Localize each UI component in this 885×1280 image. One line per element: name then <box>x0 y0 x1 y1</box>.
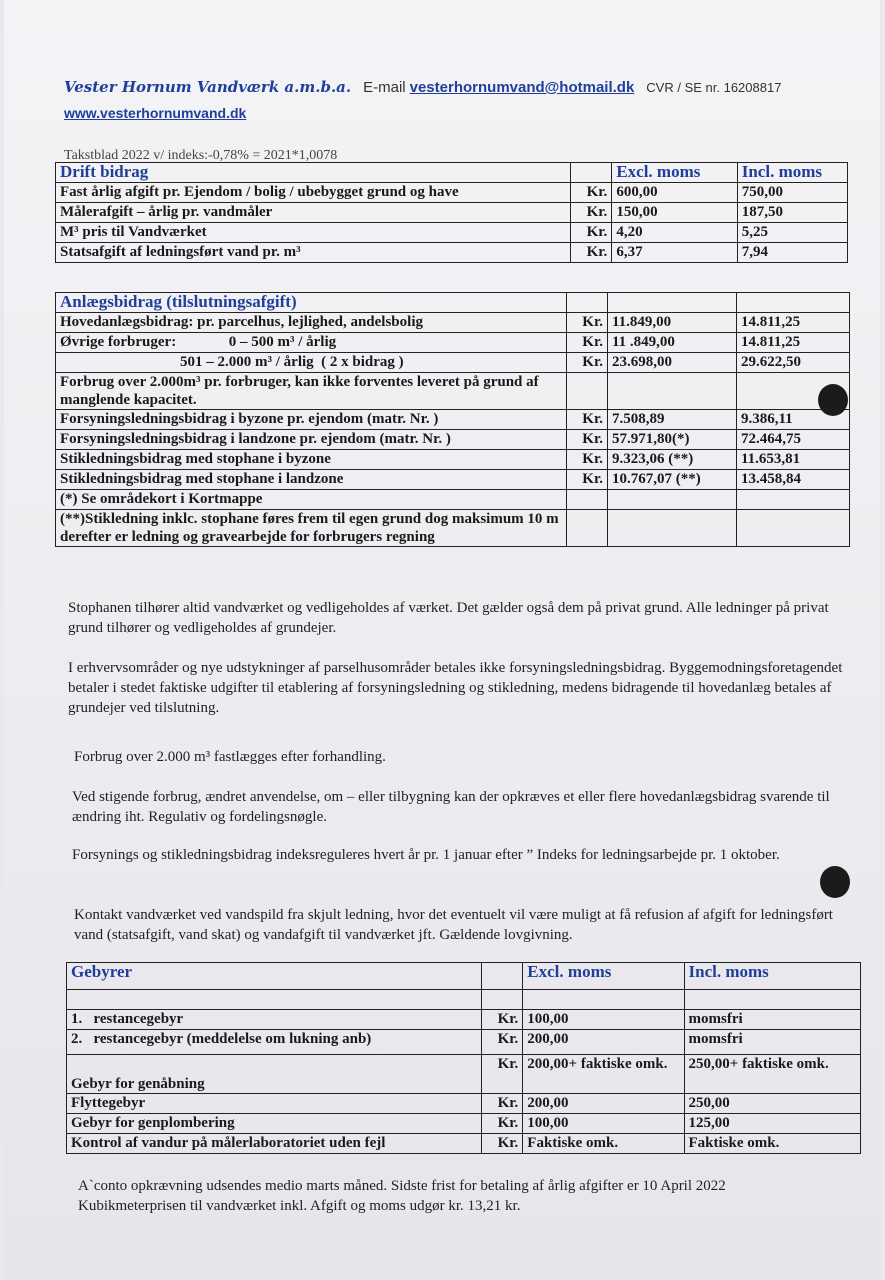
table-row <box>67 1030 861 1055</box>
row-kr: Kr. <box>567 313 608 333</box>
table-header-row <box>56 163 848 183</box>
row-label: M³ pris til Vandværket <box>56 223 571 243</box>
row-kr: Kr. <box>567 333 608 353</box>
row-excl: 150,00 <box>612 203 737 223</box>
col-incl: Incl. moms <box>737 163 847 183</box>
gebyrer-title: Gebyrer <box>67 963 482 990</box>
row-kr: Kr. <box>481 1055 523 1094</box>
row-excl: 11.849,00 <box>608 313 737 333</box>
row-kr: Kr. <box>481 1094 523 1114</box>
row-label: Flyttegebyr <box>67 1094 482 1114</box>
company-name: Vester Hornum Vandværk a.m.b.a. <box>64 78 352 96</box>
row-excl: 23.698,00 <box>608 353 737 373</box>
row-excl: 57.971,80(*) <box>608 430 737 450</box>
row-excl: 6,37 <box>612 243 737 263</box>
takstblad-title: Takstblad 2022 v/ indeks:-0,78% = 2021*1,0078 <box>64 148 338 163</box>
row-kr: Kr. <box>567 353 608 373</box>
table-row <box>67 1055 861 1094</box>
table-row <box>56 373 850 410</box>
punch-hole-icon <box>820 866 850 898</box>
table-spacer-row <box>67 990 861 1010</box>
row-incl: 125,00 <box>684 1114 860 1134</box>
email-label: E-mail <box>363 79 406 96</box>
footer-line-kubikmeter: Kubikmeterprisen til vandværket inkl. Afgift og moms udgør kr. 13,21 kr. <box>78 1198 521 1214</box>
punch-hole-icon <box>818 384 848 416</box>
col-excl: Excl. moms <box>523 963 684 990</box>
row-label: Forsyningsledningsbidrag i landzone pr. ejendom (matr. Nr. ) <box>56 430 567 450</box>
row-kr: Kr. <box>567 470 608 490</box>
col-excl: Excl. moms <box>612 163 737 183</box>
table-row <box>56 353 850 373</box>
table-header-row <box>56 293 850 313</box>
table-row <box>56 450 850 470</box>
row-excl: 200,00 <box>523 1094 684 1114</box>
table-row <box>56 203 848 223</box>
table-row <box>56 410 850 430</box>
table-row <box>56 313 850 333</box>
row-kr: Kr. <box>481 1114 523 1134</box>
row-kr: Kr. <box>567 430 608 450</box>
table-row <box>56 243 848 263</box>
row-kr: Kr. <box>570 243 611 263</box>
row-incl: 14.811,25 <box>737 313 850 333</box>
row-kr: Kr. <box>570 203 611 223</box>
row-excl <box>608 490 737 510</box>
row-excl: 4,20 <box>612 223 737 243</box>
table-row <box>56 470 850 490</box>
row-excl: 600,00 <box>612 183 737 203</box>
paragraph-forbrug: Forbrug over 2.000 m³ fastlægges efter forhandling. <box>74 749 386 765</box>
row-label: 501 – 2.000 m³ / årlig ( 2 x bidrag ) <box>56 353 567 373</box>
row-label: (**)Stikledning inklc. stophane føres frem til egen grund dog maksimum 10 m derefter er ledning og gravearbejde for forbrugers regning <box>56 510 567 547</box>
row-incl: 72.464,75 <box>737 430 850 450</box>
row-incl: 250,00+ faktiske omk. <box>684 1055 860 1094</box>
row-label: (*) Se områdekort i Kortmappe <box>56 490 567 510</box>
row-incl: 13.458,84 <box>737 470 850 490</box>
row-label: Kontrol af vandur på målerlaboratoriet uden fejl <box>67 1134 482 1154</box>
drift-bidrag-table <box>55 162 848 263</box>
row-label: 2. restancegebyr (meddelelse om lukning anb) <box>67 1030 482 1055</box>
letterhead <box>64 78 844 121</box>
row-label: Øvrige forbruger: 0 – 500 m³ / årlig <box>56 333 567 353</box>
row-incl: 9.386,11 <box>737 410 850 430</box>
paragraph-kontakt: Kontakt vandværket ved vandspild fra skjult ledning, hvor det eventuelt vil være muligt at få refusion af afgift for ledningsført vand (statsafgift, vand skat) og vandafgift til vandværket jft. Gældende lovgivning. <box>74 907 833 943</box>
row-kr: Kr. <box>481 1134 523 1154</box>
paragraph-stophane: Stophanen tilhører altid vandværket og vedligeholdes af værket. Det gælder også dem på privat grund. Alle ledninger på privat grund tilhører og vedligeholdes af grundejer. <box>68 600 829 636</box>
row-excl: 7.508,89 <box>608 410 737 430</box>
row-kr: Kr. <box>567 410 608 430</box>
anlaeg-title: Anlægsbidrag (tilslutningsafgift) <box>56 293 567 313</box>
row-label: Gebyr for genplombering <box>67 1114 482 1134</box>
paragraph-indeks: Forsynings og stikledningsbidrag indeksreguleres hvert år pr. 1 januar efter ” Indeks for ledningsarbejde pr. 1 oktober. <box>72 847 780 863</box>
drift-title: Drift bidrag <box>56 163 571 183</box>
table-row <box>56 430 850 450</box>
row-label: Gebyr for genåbning <box>67 1055 482 1094</box>
row-incl: 250,00 <box>684 1094 860 1114</box>
row-label: Statsafgift af ledningsført vand pr. m³ <box>56 243 571 263</box>
table-row <box>56 510 850 547</box>
row-label: Hovedanlægsbidrag: pr. parcelhus, lejlighed, andelsbolig <box>56 313 567 333</box>
row-label: Stikledningsbidrag med stophane i landzone <box>56 470 567 490</box>
row-kr <box>567 373 608 410</box>
row-label: Forbrug over 2.000m³ pr. forbruger, kan ikke forventes leveret på grund af manglende kapacitet. <box>56 373 567 410</box>
row-kr: Kr. <box>570 223 611 243</box>
row-excl: Faktiske omk. <box>523 1134 684 1154</box>
row-incl: 14.811,25 <box>737 333 850 353</box>
table-row <box>56 223 848 243</box>
col-incl: Incl. moms <box>684 963 860 990</box>
row-kr: Kr. <box>567 450 608 470</box>
row-excl: 100,00 <box>523 1114 684 1134</box>
row-incl <box>737 510 850 547</box>
footer-notes <box>78 1176 868 1216</box>
table-row <box>56 333 850 353</box>
row-excl: 200,00+ faktiske omk. <box>523 1055 684 1094</box>
row-excl <box>608 373 737 410</box>
row-incl: momsfri <box>684 1030 860 1055</box>
email-link[interactable]: vesterhornumvand@hotmail.dk <box>409 79 635 96</box>
row-excl: 100,00 <box>523 1010 684 1030</box>
row-incl: 5,25 <box>737 223 847 243</box>
row-excl: 9.323,06 (**) <box>608 450 737 470</box>
row-label: Fast årlig afgift pr. Ejendom / bolig / ubebygget grund og have <box>56 183 571 203</box>
row-kr <box>567 510 608 547</box>
row-incl: 11.653,81 <box>737 450 850 470</box>
row-label: Stikledningsbidrag med stophane i byzone <box>56 450 567 470</box>
row-label: Målerafgift – årlig pr. vandmåler <box>56 203 571 223</box>
cvr-number: CVR / SE nr. 16208817 <box>646 80 782 95</box>
row-incl <box>737 490 850 510</box>
row-incl: 187,50 <box>737 203 847 223</box>
table-row <box>67 1010 861 1030</box>
table-row <box>67 1134 861 1154</box>
website-link[interactable]: www.vesterhornumvand.dk <box>64 105 247 121</box>
row-incl: momsfri <box>684 1010 860 1030</box>
row-label: 1. restancegebyr <box>67 1010 482 1030</box>
row-incl: 750,00 <box>737 183 847 203</box>
row-incl: 29.622,50 <box>737 353 850 373</box>
row-excl: 200,00 <box>523 1030 684 1055</box>
table-row <box>67 1114 861 1134</box>
row-incl: Faktiske omk. <box>684 1134 860 1154</box>
row-kr: Kr. <box>481 1010 523 1030</box>
gebyrer-table <box>66 962 861 1154</box>
footer-line-aconto: A`conto opkrævning udsendes medio marts måned. Sidste frist for betaling af årlig afgifter er 10 April 2022 <box>78 1178 726 1194</box>
row-excl: 10.767,07 (**) <box>608 470 737 490</box>
table-row <box>56 490 850 510</box>
paragraph-erhverv: I erhvervsområder og nye udstykninger af parselhusområder betales ikke forsyningsledningsbidrag. Byggemodningsforetagendet betaler i stedet faktiske udgifter til etablering af forsyningsledning og stikledning, medens bidragende til hovedanlæg betales af grundejer ved tilslutning. <box>68 660 843 716</box>
row-excl: 11 .849,00 <box>608 333 737 353</box>
row-label: Forsyningsledningsbidrag i byzone pr. ejendom (matr. Nr. ) <box>56 410 567 430</box>
table-header-row <box>67 963 861 990</box>
row-excl <box>608 510 737 547</box>
row-incl: 7,94 <box>737 243 847 263</box>
table-row <box>67 1094 861 1114</box>
paragraph-stigende: Ved stigende forbrug, ændret anvendelse, om – eller tilbygning kan der opkræves et eller flere hovedanlægsbidrag svarende til ændring iht. Regulativ og fordelingsnøgle. <box>72 789 830 825</box>
table-row <box>56 183 848 203</box>
row-kr <box>567 490 608 510</box>
row-kr: Kr. <box>570 183 611 203</box>
anlaegsbidrag-table <box>55 292 850 547</box>
row-kr: Kr. <box>481 1030 523 1055</box>
